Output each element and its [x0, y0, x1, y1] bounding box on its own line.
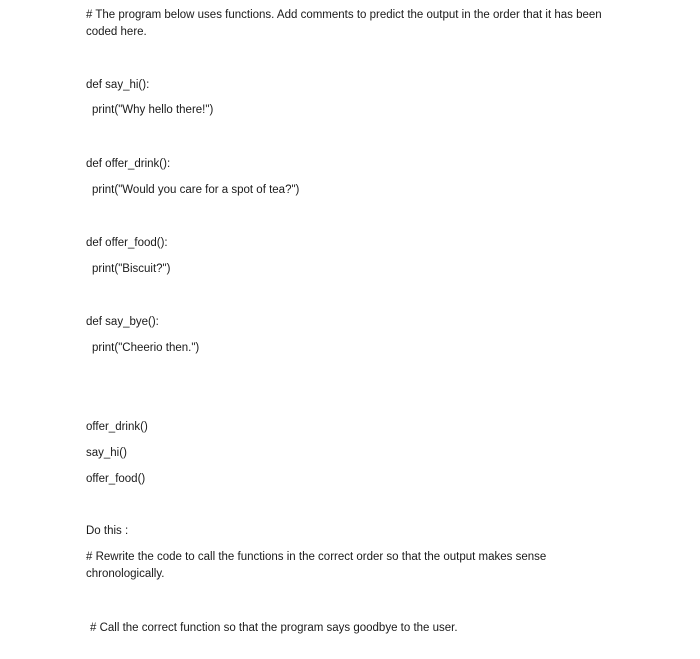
- function-def-say-hi: def say_hi():: [86, 79, 150, 91]
- call-say-hi: say_hi(): [86, 447, 127, 459]
- function-def-say-bye: def say_bye():: [86, 316, 159, 328]
- do-this-label: Do this :: [86, 525, 129, 537]
- function-def-offer-drink: def offer_drink():: [86, 158, 171, 170]
- instruction-call-goodbye: # Call the correct function so that the program says goodbye to the user.: [90, 622, 458, 634]
- function-body-say-bye: print("Cheerio then."): [92, 342, 200, 354]
- call-offer-drink: offer_drink(): [86, 421, 148, 433]
- instruction-rewrite-order: # Rewrite the code to call the functions in the correct order so that the output makes sense chronologically.: [86, 551, 547, 580]
- function-body-offer-drink: print("Would you care for a spot of tea?"): [92, 184, 300, 196]
- function-body-say-hi: print("Why hello there!"): [92, 104, 214, 116]
- function-body-offer-food: print("Biscuit?"): [92, 263, 171, 275]
- function-def-offer-food: def offer_food():: [86, 237, 168, 249]
- intro-comment: # The program below uses functions. Add comments to predict the output in the order that it has been coded here.: [86, 9, 602, 38]
- call-offer-food: offer_food(): [86, 473, 146, 485]
